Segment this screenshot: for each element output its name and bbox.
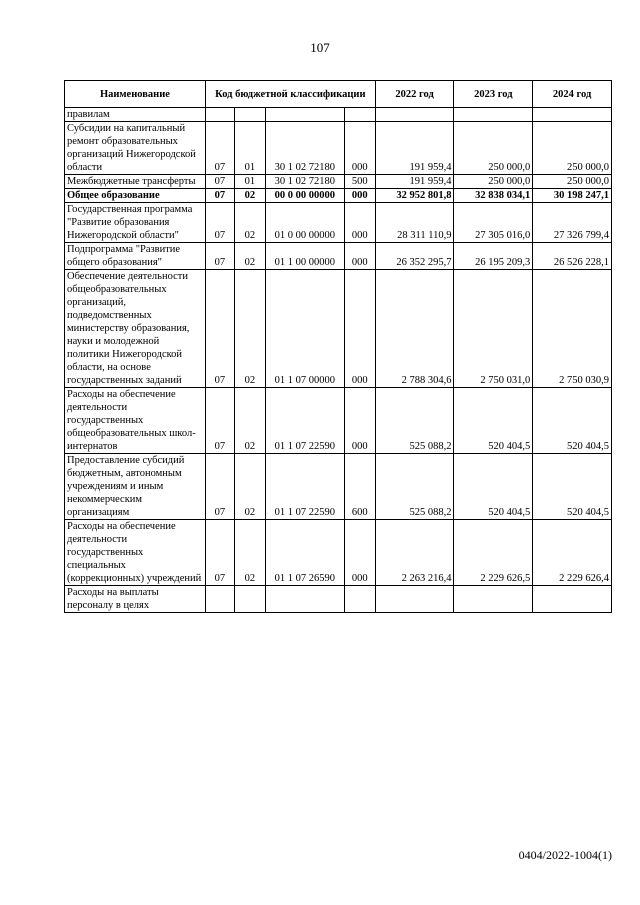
row-target-code: 01 1 00 00000 [265, 243, 344, 270]
row-subsection-code: 01 [234, 122, 265, 175]
row-target-code: 01 0 00 00000 [265, 203, 344, 243]
row-section-code: 07 [205, 388, 234, 454]
budget-table [64, 80, 612, 613]
row-subsection-code [234, 586, 265, 613]
row-target-code: 30 1 02 72180 [265, 122, 344, 175]
header-name: Наименование [65, 81, 206, 108]
table-row [65, 388, 612, 454]
row-name: Расходы на обеспечение деятельности государственных специальных (коррекционных) учреждений [65, 520, 206, 586]
table-row [65, 520, 612, 586]
row-expense-type-code: 000 [344, 270, 375, 388]
table-body [65, 108, 612, 613]
row-expense-type-code: 000 [344, 189, 375, 203]
table-header-row [65, 81, 612, 108]
table-row [65, 243, 612, 270]
row-subsection-code: 02 [234, 270, 265, 388]
row-section-code: 07 [205, 520, 234, 586]
row-target-code: 00 0 00 00000 [265, 189, 344, 203]
row-value-2024: 27 326 799,4 [533, 203, 612, 243]
row-value-2023: 520 404,5 [454, 454, 533, 520]
row-value-2023: 27 305 016,0 [454, 203, 533, 243]
row-value-2023: 26 195 209,3 [454, 243, 533, 270]
row-value-2022: 2 263 216,4 [375, 520, 454, 586]
row-target-code: 01 1 07 22590 [265, 454, 344, 520]
page-number: 107 [310, 40, 330, 55]
row-expense-type-code [344, 108, 375, 122]
row-name: правилам [65, 108, 206, 122]
row-subsection-code: 02 [234, 454, 265, 520]
table-row [65, 108, 612, 122]
row-value-2023 [454, 108, 533, 122]
row-section-code: 07 [205, 243, 234, 270]
row-value-2024: 30 198 247,1 [533, 189, 612, 203]
row-name: Расходы на обеспечение деятельности государственных общеобразовательных школ-интернатов [65, 388, 206, 454]
row-section-code: 07 [205, 203, 234, 243]
row-target-code: 30 1 02 72180 [265, 175, 344, 189]
document-code: 0404/2022-1004(1) [518, 848, 612, 862]
row-expense-type-code [344, 586, 375, 613]
row-value-2024: 26 526 228,1 [533, 243, 612, 270]
row-value-2022: 525 088,2 [375, 454, 454, 520]
row-target-code [265, 108, 344, 122]
row-subsection-code: 02 [234, 189, 265, 203]
row-target-code: 01 1 07 22590 [265, 388, 344, 454]
row-value-2023: 2 229 626,5 [454, 520, 533, 586]
header-code: Код бюджетной классификации [205, 81, 375, 108]
row-target-code: 01 1 07 26590 [265, 520, 344, 586]
row-subsection-code: 02 [234, 243, 265, 270]
header-2022: 2022 год [375, 81, 454, 108]
row-value-2024: 2 229 626,4 [533, 520, 612, 586]
row-target-code [265, 586, 344, 613]
row-section-code: 07 [205, 189, 234, 203]
row-value-2022: 26 352 295,7 [375, 243, 454, 270]
row-value-2023: 520 404,5 [454, 388, 533, 454]
row-value-2024: 250 000,0 [533, 175, 612, 189]
row-name: Расходы на выплаты персоналу в целях [65, 586, 206, 613]
row-name: Межбюджетные трансферты [65, 175, 206, 189]
row-subsection-code: 02 [234, 520, 265, 586]
row-name: Государственная программа "Развитие образования Нижегородской области" [65, 203, 206, 243]
row-value-2024: 250 000,0 [533, 122, 612, 175]
row-name: Подпрограмма "Развитие общего образования" [65, 243, 206, 270]
row-subsection-code: 02 [234, 388, 265, 454]
row-subsection-code: 01 [234, 175, 265, 189]
row-value-2024 [533, 586, 612, 613]
row-name: Субсидии на капитальный ремонт образовательных организаций Нижегородской области [65, 122, 206, 175]
row-value-2022: 32 952 801,8 [375, 189, 454, 203]
row-subsection-code: 02 [234, 203, 265, 243]
row-value-2022: 525 088,2 [375, 388, 454, 454]
header-2023: 2023 год [454, 81, 533, 108]
table-row [65, 586, 612, 613]
row-value-2024 [533, 108, 612, 122]
table-row [65, 454, 612, 520]
row-subsection-code [234, 108, 265, 122]
row-section-code: 07 [205, 175, 234, 189]
row-section-code: 07 [205, 454, 234, 520]
row-value-2024: 520 404,5 [533, 454, 612, 520]
row-value-2023: 32 838 034,1 [454, 189, 533, 203]
row-value-2023: 250 000,0 [454, 175, 533, 189]
row-value-2022 [375, 586, 454, 613]
row-name: Обеспечение деятельности общеобразовательных организаций, подведомственных министерству образования, науки и молодежной политики Нижегородской области, на основе государственных заданий [65, 270, 206, 388]
row-expense-type-code: 600 [344, 454, 375, 520]
table-row [65, 189, 612, 203]
table-row [65, 122, 612, 175]
table-row [65, 175, 612, 189]
row-section-code [205, 586, 234, 613]
row-expense-type-code: 000 [344, 388, 375, 454]
row-value-2024: 520 404,5 [533, 388, 612, 454]
row-name: Общее образование [65, 189, 206, 203]
row-value-2022: 191 959,4 [375, 175, 454, 189]
row-value-2024: 2 750 030,9 [533, 270, 612, 388]
row-section-code: 07 [205, 122, 234, 175]
row-expense-type-code: 500 [344, 175, 375, 189]
table-row [65, 203, 612, 243]
row-target-code: 01 1 07 00000 [265, 270, 344, 388]
row-value-2023: 2 750 031,0 [454, 270, 533, 388]
header-2024: 2024 год [533, 81, 612, 108]
row-value-2022: 28 311 110,9 [375, 203, 454, 243]
row-section-code [205, 108, 234, 122]
row-value-2022: 191 959,4 [375, 122, 454, 175]
row-expense-type-code: 000 [344, 520, 375, 586]
row-value-2022 [375, 108, 454, 122]
row-expense-type-code: 000 [344, 243, 375, 270]
row-value-2022: 2 788 304,6 [375, 270, 454, 388]
row-expense-type-code: 000 [344, 203, 375, 243]
row-section-code: 07 [205, 270, 234, 388]
table-row [65, 270, 612, 388]
row-expense-type-code: 000 [344, 122, 375, 175]
row-name: Предоставление субсидий бюджетным, автономным учреждениям и иным некоммерческим организациям [65, 454, 206, 520]
row-value-2023 [454, 586, 533, 613]
row-value-2023: 250 000,0 [454, 122, 533, 175]
